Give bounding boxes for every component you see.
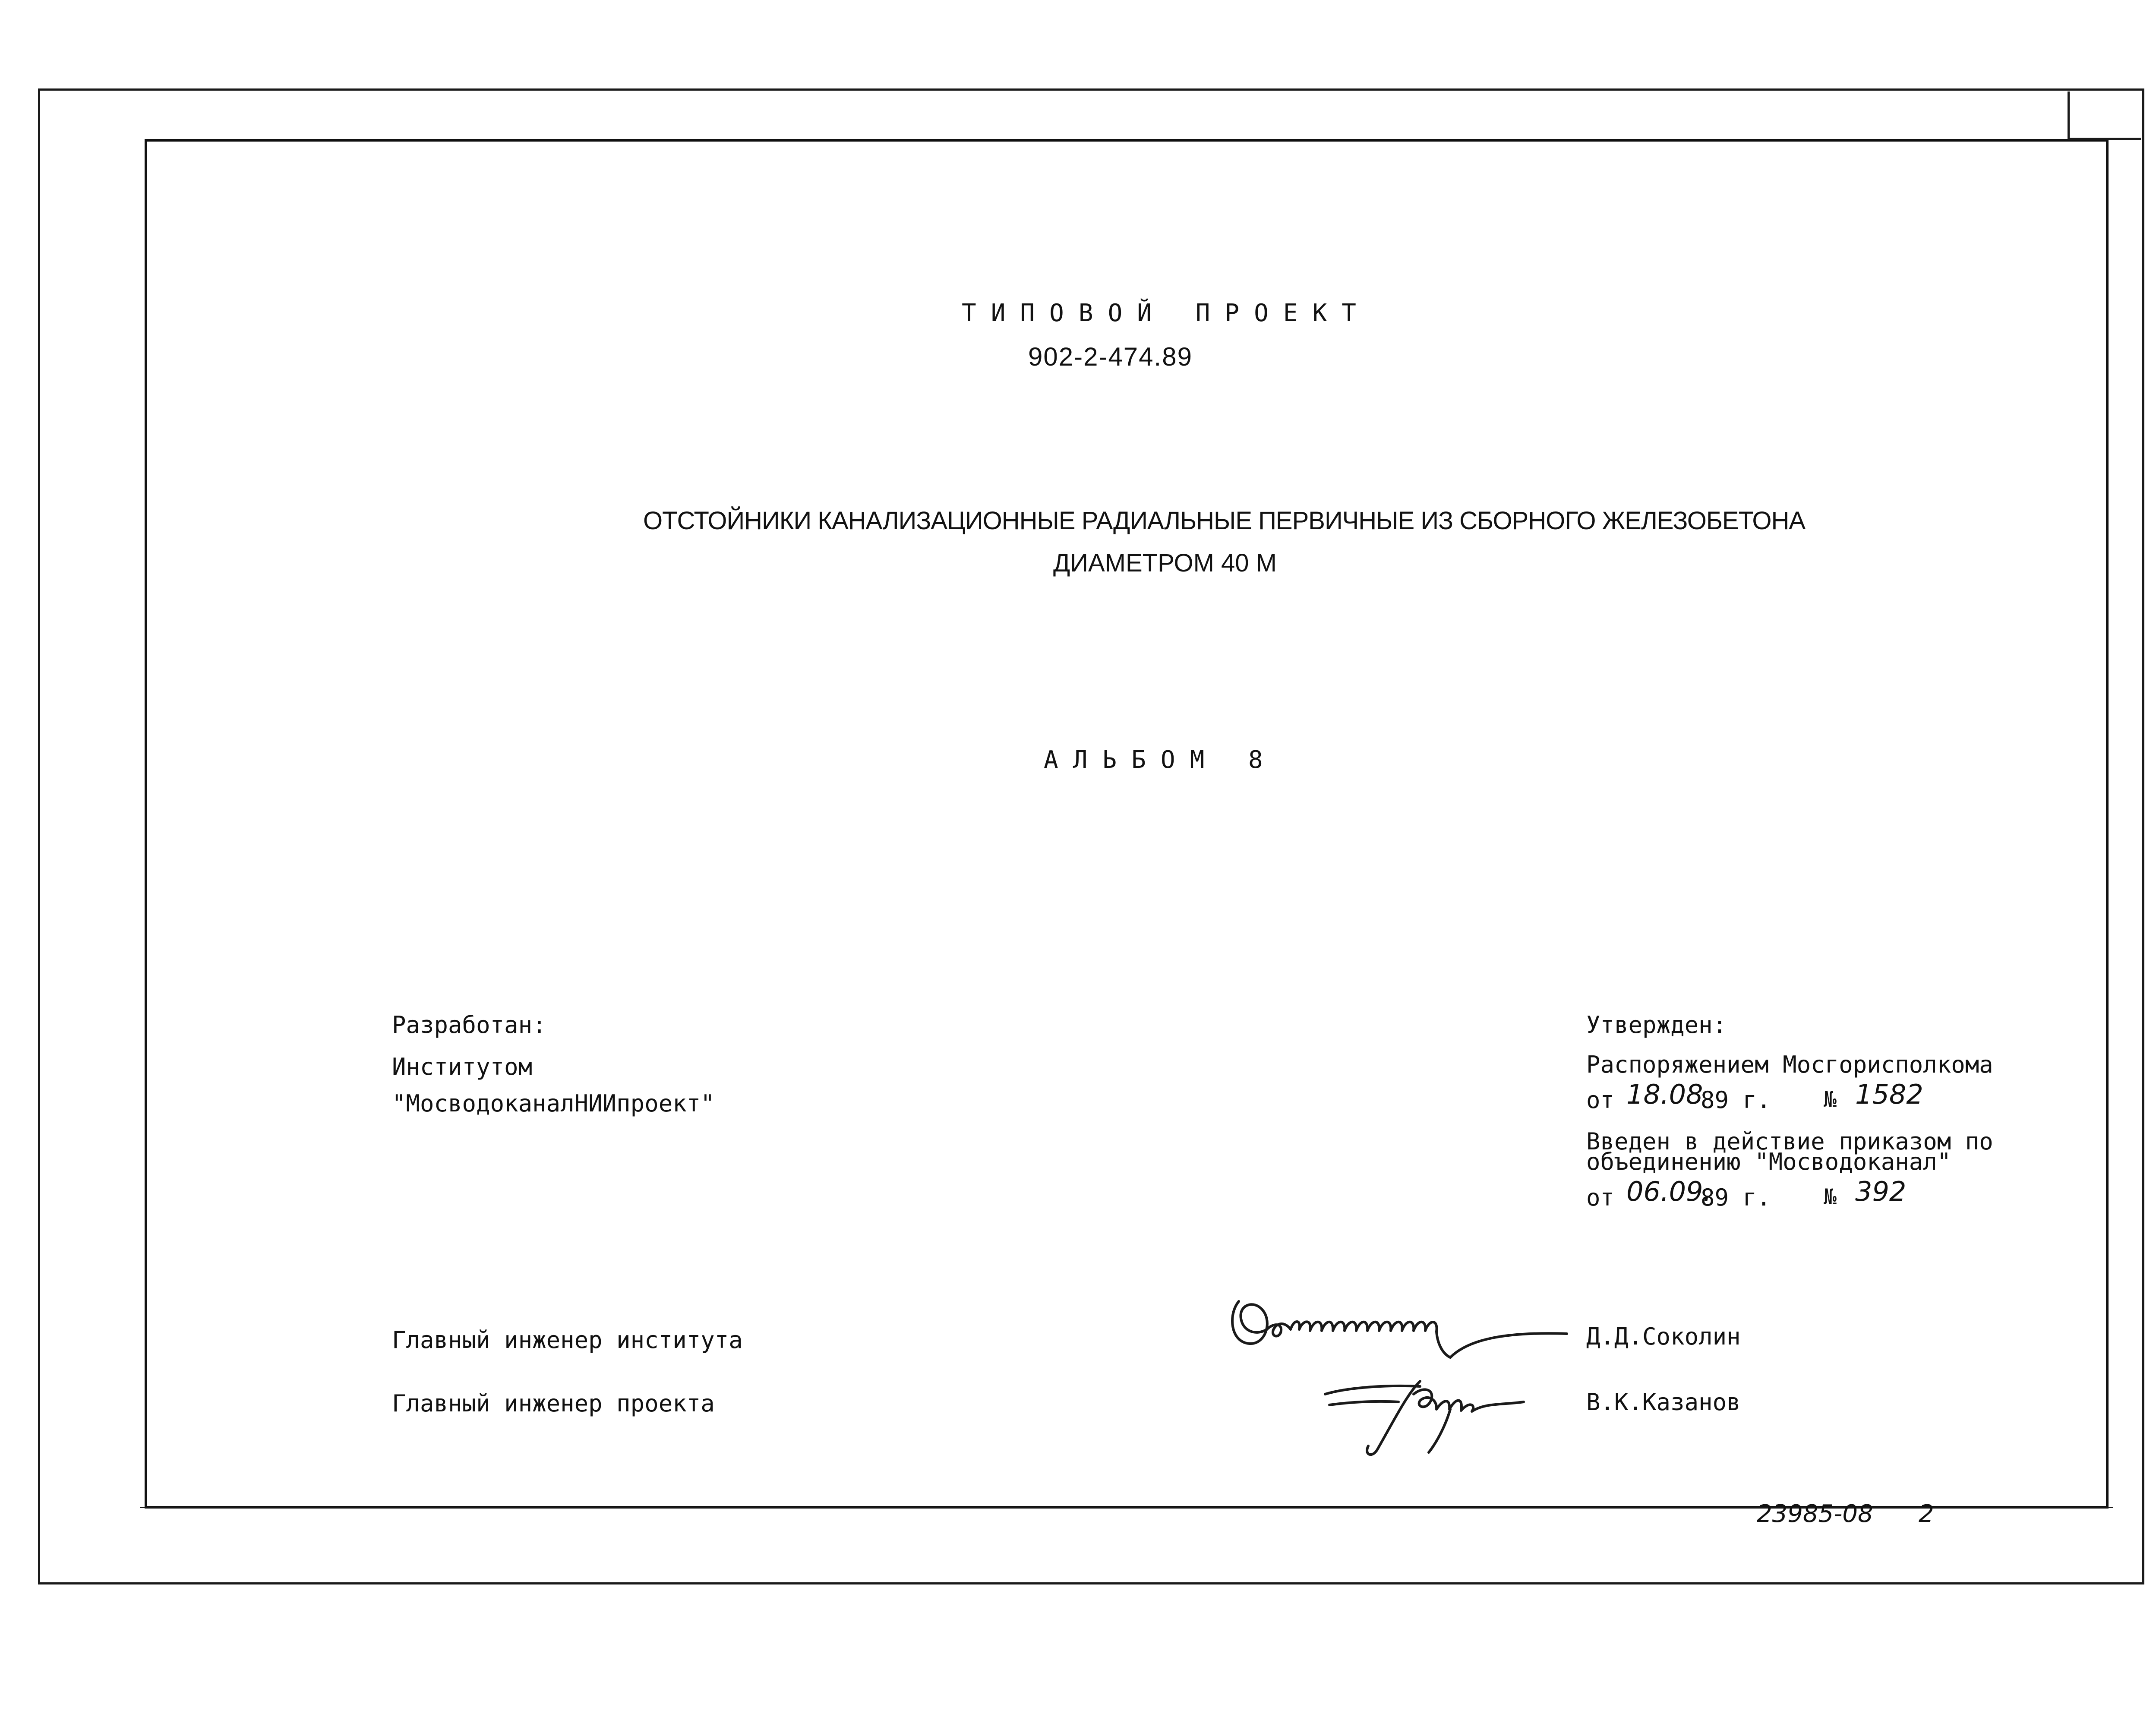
album-number: АЛЬБОМ 8 (1044, 746, 1278, 774)
enacted-line-1: Введен в действие приказом по (1586, 1128, 1993, 1155)
footer-sheet-number: 2 (1919, 1500, 1934, 1528)
enacted-number-sign: № (1824, 1184, 1837, 1209)
corner-stamp-box (2068, 92, 2141, 140)
approved-order-line: Распоряжением Мосгорисполкома (1586, 1051, 1993, 1078)
enacted-date: 06.09. (1626, 1176, 1712, 1207)
enacted-line-2: объединению "Мосводоканал" (1586, 1148, 1951, 1175)
project-number: 902-2-474.89 (1028, 342, 1193, 371)
enacted-number: 392 (1855, 1176, 1907, 1207)
order-date: 18.08 (1626, 1079, 1703, 1110)
order-number-sign: № (1824, 1087, 1837, 1112)
chief-engineer-project-name: В.К.Казанов (1586, 1389, 1741, 1416)
chief-engineer-institute-role: Главный инженер института (392, 1326, 743, 1354)
developed-line-1: Институтом (392, 1053, 533, 1080)
subject-line-1: ОТСТОЙНИКИ КАНАЛИЗАЦИОННЫЕ РАДИАЛЬНЫЕ ПЕРВИЧНЫЕ ИЗ СБОРНОГО ЖЕЛЕЗОБЕТОНА (643, 507, 1806, 535)
chief-engineer-project-role: Главный инженер проекта (392, 1390, 715, 1417)
enacted-from: от (1586, 1184, 1615, 1211)
chief-engineer-institute-name: Д.Д.Соколин (1586, 1323, 1741, 1350)
developed-label: Разработан: (392, 1011, 546, 1038)
enacted-year: 89 г. (1701, 1184, 1771, 1211)
order-year: 89 г. (1701, 1086, 1771, 1114)
developed-line-2: "МосводоканалНИИпроект" (392, 1090, 715, 1117)
project-title: ТИПОВОЙ ПРОЕКТ (962, 299, 1371, 327)
order-from: от (1586, 1086, 1615, 1114)
approved-label: Утвержден: (1586, 1011, 1727, 1038)
subject-line-2: ДИАМЕТРОМ 40 М (1053, 549, 1277, 577)
order-number: 1582 (1855, 1079, 1923, 1110)
footer-doc-code: 23985-08 (1757, 1500, 1873, 1528)
signature-kazanov (1321, 1364, 1545, 1463)
